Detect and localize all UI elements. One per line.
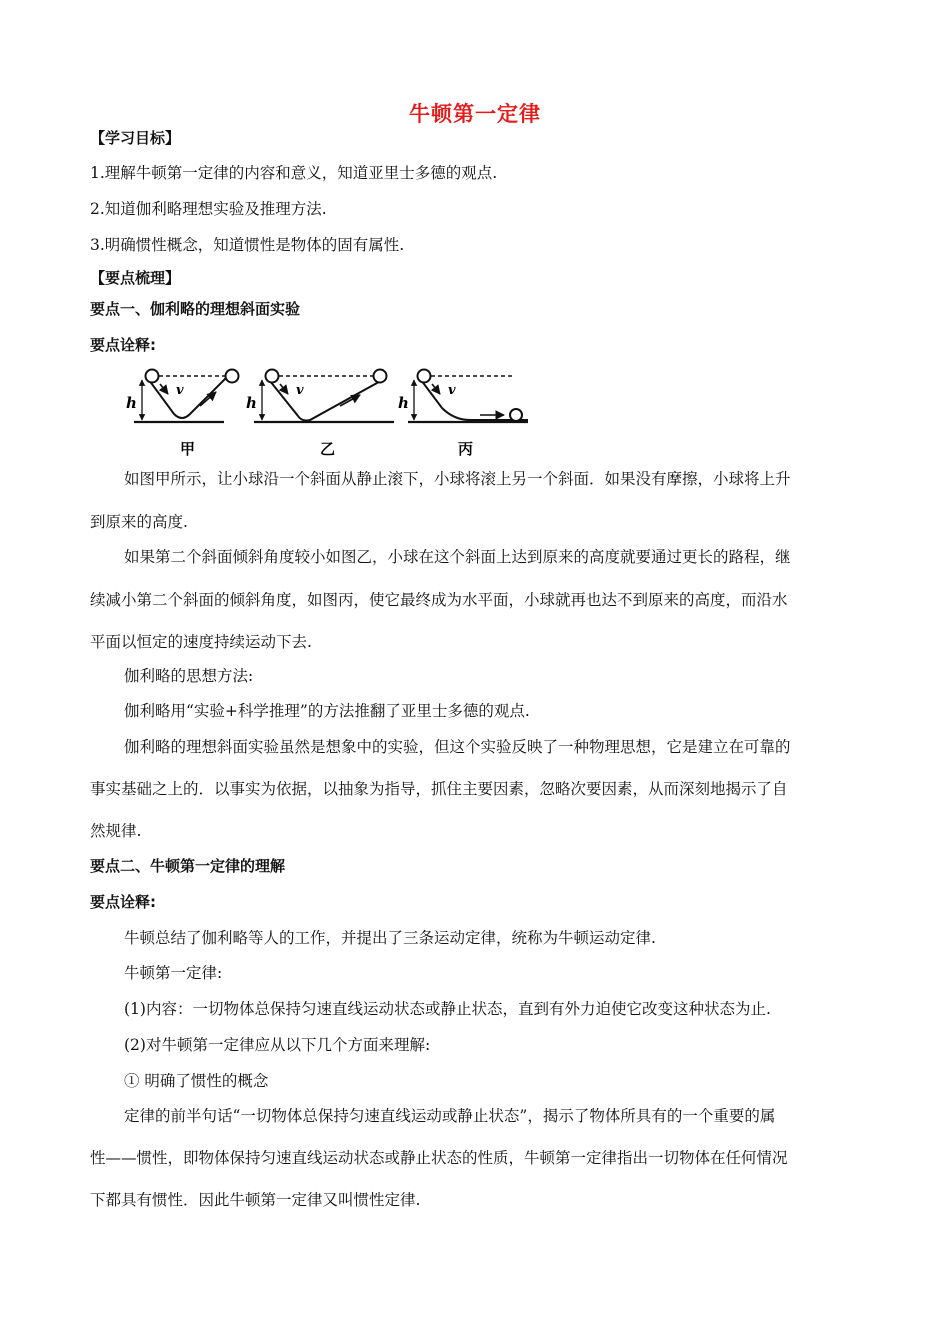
section-points-heading: 【要点梳理】 <box>90 269 181 287</box>
para-11-line-3: 下都具有惯性．因此牛顿第一定律又叫惯性定律. <box>90 1191 421 1209</box>
height-label-jia: h <box>126 394 137 412</box>
section-objectives-heading: 【学习目标】 <box>90 129 181 147</box>
para-4: 伽利略用“实验+科学推理”的方法推翻了亚里士多德的观点. <box>124 702 530 720</box>
para-2-line-1: 如果第二个斜面倾斜角度较小如图乙，小球在这个斜面上达到原来的高度就要通过更长的路程，继 <box>124 548 791 566</box>
panel-bing <box>408 370 528 423</box>
para-10: ① 明确了惯性的概念 <box>124 1072 269 1090</box>
explain-label-1: 要点诠释: <box>90 336 156 354</box>
panel-yi <box>254 370 394 423</box>
para-8: (1)内容：一切物体总保持匀速直线运动状态或静止状态，直到有外力迫使它改变这种状态为止. <box>124 1000 771 1018</box>
para-11-line-1: 定律的前半句话“一切物体总保持匀速直线运动或静止状态”，揭示了物体所具有的一个重要的属 <box>124 1107 776 1125</box>
point1-heading: 要点一、伽利略的理想斜面实验 <box>90 300 301 318</box>
page-title: 牛顿第一定律 <box>409 102 541 126</box>
panel-label-bing: 丙 <box>458 440 474 458</box>
para-3: 伽利略的思想方法: <box>124 667 254 685</box>
para-5-line-2: 事实基础之上的．以事实为依据，以抽象为指导，抓住主要因素，忽略次要因素，从而深刻地揭示了自 <box>90 780 788 798</box>
velocity-label-jia: v <box>176 383 184 398</box>
para-5-line-1: 伽利略的理想斜面实验虽然是想象中的实验，但这个实验反映了一种物理思想，它是建立在可靠的 <box>124 738 791 756</box>
objective-2: 2.知道伽利略理想实验及推理方法. <box>90 200 327 218</box>
para-2-line-3: 平面以恒定的速度持续运动下去. <box>90 633 312 651</box>
incline-experiment-figure <box>124 364 534 464</box>
para-1-line-1: 如图甲所示，让小球沿一个斜面从静止滚下，小球将滚上另一个斜面．如果没有摩擦，小球将上升 <box>124 470 791 488</box>
para-7: 牛顿第一定律: <box>124 964 223 982</box>
height-label-bing: h <box>398 394 409 412</box>
velocity-label-bing: v <box>448 383 456 398</box>
para-5-line-3: 然规律. <box>90 822 142 840</box>
point2-heading: 要点二、牛顿第一定律的理解 <box>90 857 286 875</box>
para-11-line-2: 性——惯性，即物体保持匀速直线运动状态或静止状态的性质，牛顿第一定律指出一切物体在任何情况 <box>90 1149 788 1167</box>
height-label-yi: h <box>246 394 257 412</box>
para-6: 牛顿总结了伽利略等人的工作，并提出了三条运动定律，统称为牛顿运动定律. <box>124 929 656 947</box>
objective-3: 3.明确惯性概念，知道惯性是物体的固有属性. <box>90 236 405 254</box>
explain-label-2: 要点诠释: <box>90 893 156 911</box>
panel-label-yi: 乙 <box>320 440 336 458</box>
panel-label-jia: 甲 <box>180 440 196 458</box>
para-1-line-2: 到原来的高度. <box>90 513 188 531</box>
para-9: (2)对牛顿第一定律应从以下几个方面来理解: <box>124 1036 431 1054</box>
velocity-label-yi: v <box>296 383 304 398</box>
incline-diagram <box>124 364 534 464</box>
para-2-line-2: 续减小第二个斜面的倾斜角度，如图丙，使它最终成为水平面，小球就再也达不到原来的高度，而沿水 <box>90 591 788 609</box>
objective-1: 1.理解牛顿第一定律的内容和意义，知道亚里士多德的观点. <box>90 164 498 182</box>
panel-jia <box>134 370 239 423</box>
